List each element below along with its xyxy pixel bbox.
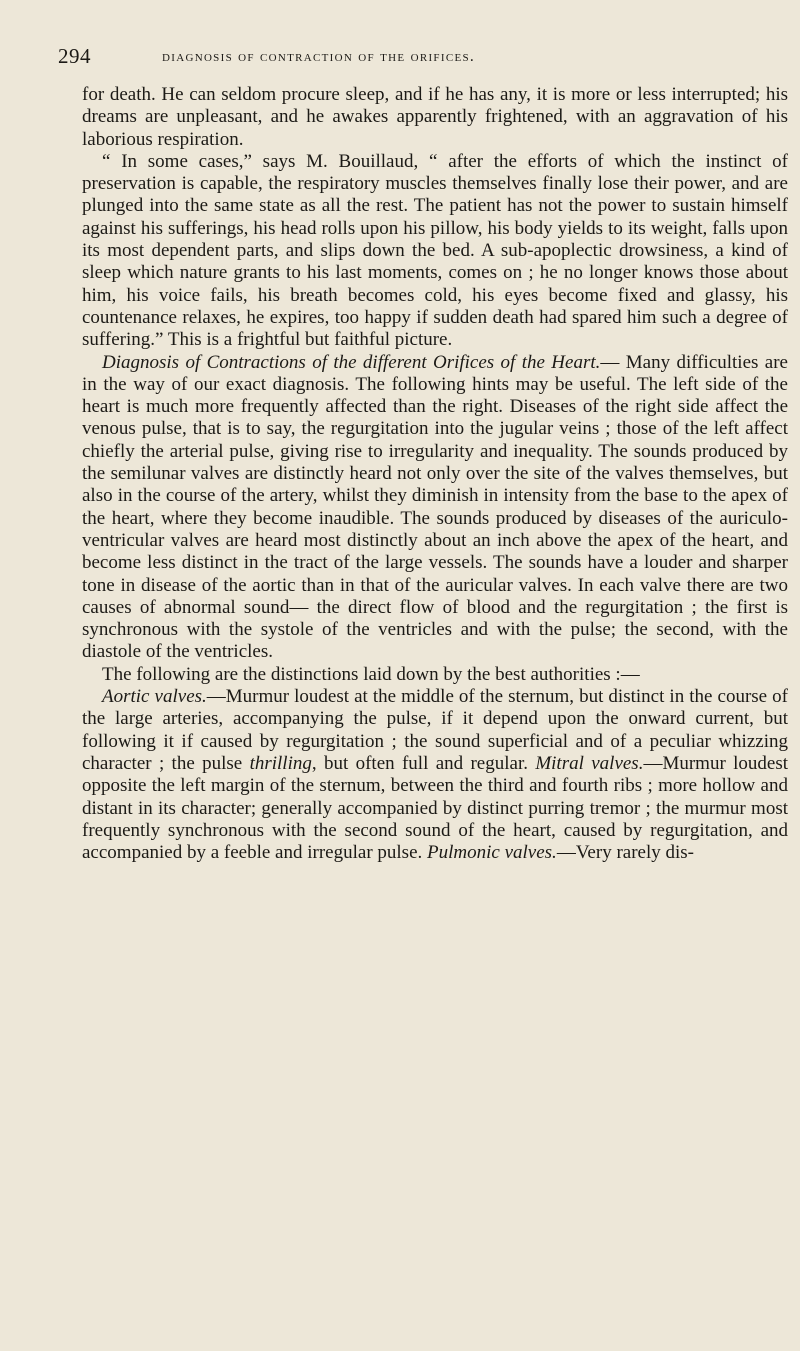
thrilling-word: thrilling <box>249 752 312 774</box>
section-heading-diagnosis: Diagnosis of Contractions of the different Orifices of the Heart. <box>102 351 601 373</box>
heading-pulmonic-valves: Pulmonic valves. <box>427 842 557 864</box>
paragraph-bouillaud-quote: “ In some cases,” says M. Bouillaud, “ after the efforts of which the instinct of preservation is capable, the respiratory muscles themselves finally lose their power, and are plunged into the same state as all the rest. The patient has not the power to sustain himself against his sufferings, his head rolls upon his pillow, his body yields to its weight, falls upon its most dependent parts, and slips down the bed. A sub-apoplectic drowsiness, a kind of sleep which nature grants to his last moments, comes on ; he no longer knows those about him, his voice fails, his breath becomes cold, his eyes become fixed and glassy, his countenance relaxes, he expires, too happy if sudden death had spared him such a degree of suffering.” This is a frightful but faithful picture. <box>82 150 788 351</box>
page-number: 294 <box>58 44 91 68</box>
mitral-text: —Murmur loudest opposite the left margin of the sternum, between the third and fourth ribs ; more hollow and distant in its character; generally accompanied by distinct purring tremor ; the murmur most frequently synchronous with the second sound of the heart, caused by regurgitation, and accompanied by a feeble and irregular pulse. <box>82 752 789 864</box>
diagnosis-text: — Many difficulties are in the way of our exact diagnosis. The following hints may be useful. The left side of the heart is much more frequently affected than the right. Diseases of the right side affect the venous pulse, that is to say, the regurgitation into the jugular veins ; those of the left affect chiefly the arterial pulse, giving rise to irregularity and inequality. The sounds produced by the semilunar valves are distinctly heard not only over the site of the valves themselves, but also in the course of the artery, whilst they diminish in intensity from the base to the apex of the heart, where they become inaudible. The sounds produced by diseases of the auriculo-ventricular valves are heard most distinctly about an inch above the apex of the heart, and become less distinct in the tract of the large vessels. The sounds have a louder and sharper tone in disease of the aortic than in that of the auricular valves. In each valve there are two causes of abnormal sound— the direct flow of blood and the regurgitation ; the first is synchronous with the systole of the ventricles and with the pulse; the second, with the diastole of the ventricles. <box>82 351 788 663</box>
heading-mitral-valves: Mitral valves. <box>535 752 644 774</box>
pulmonic-text: —Very rarely dis- <box>556 842 694 864</box>
paragraph-diagnosis <box>82 352 788 664</box>
aortic-text-2: , but often full and regular. <box>311 752 536 774</box>
running-head: diagnosis of contraction of the orifices. <box>162 48 476 65</box>
heading-aortic-valves: Aortic valves. <box>102 686 207 708</box>
body-text <box>82 84 788 864</box>
page-header <box>58 46 758 70</box>
aortic-text-1: —Murmur loudest at the middle of the sternum, but distinct in the course of the large arteries, accompanying the pulse, if it depend upon the onward current, but following it if caused by regurgitation ; the sound superficial and of a peculiar whizzing character ; the pulse <box>82 686 788 774</box>
paragraph-continuation: for death. He can seldom procure sleep, and if he has any, it is more or less interrupted; his dreams are unpleasant, and he awakes apparently frightened, with an aggravation of his laborious respiration. <box>82 84 788 150</box>
paragraph-valves <box>82 686 788 864</box>
paragraph-distinctions: The following are the distinctions laid down by the best authorities :— <box>102 663 640 685</box>
